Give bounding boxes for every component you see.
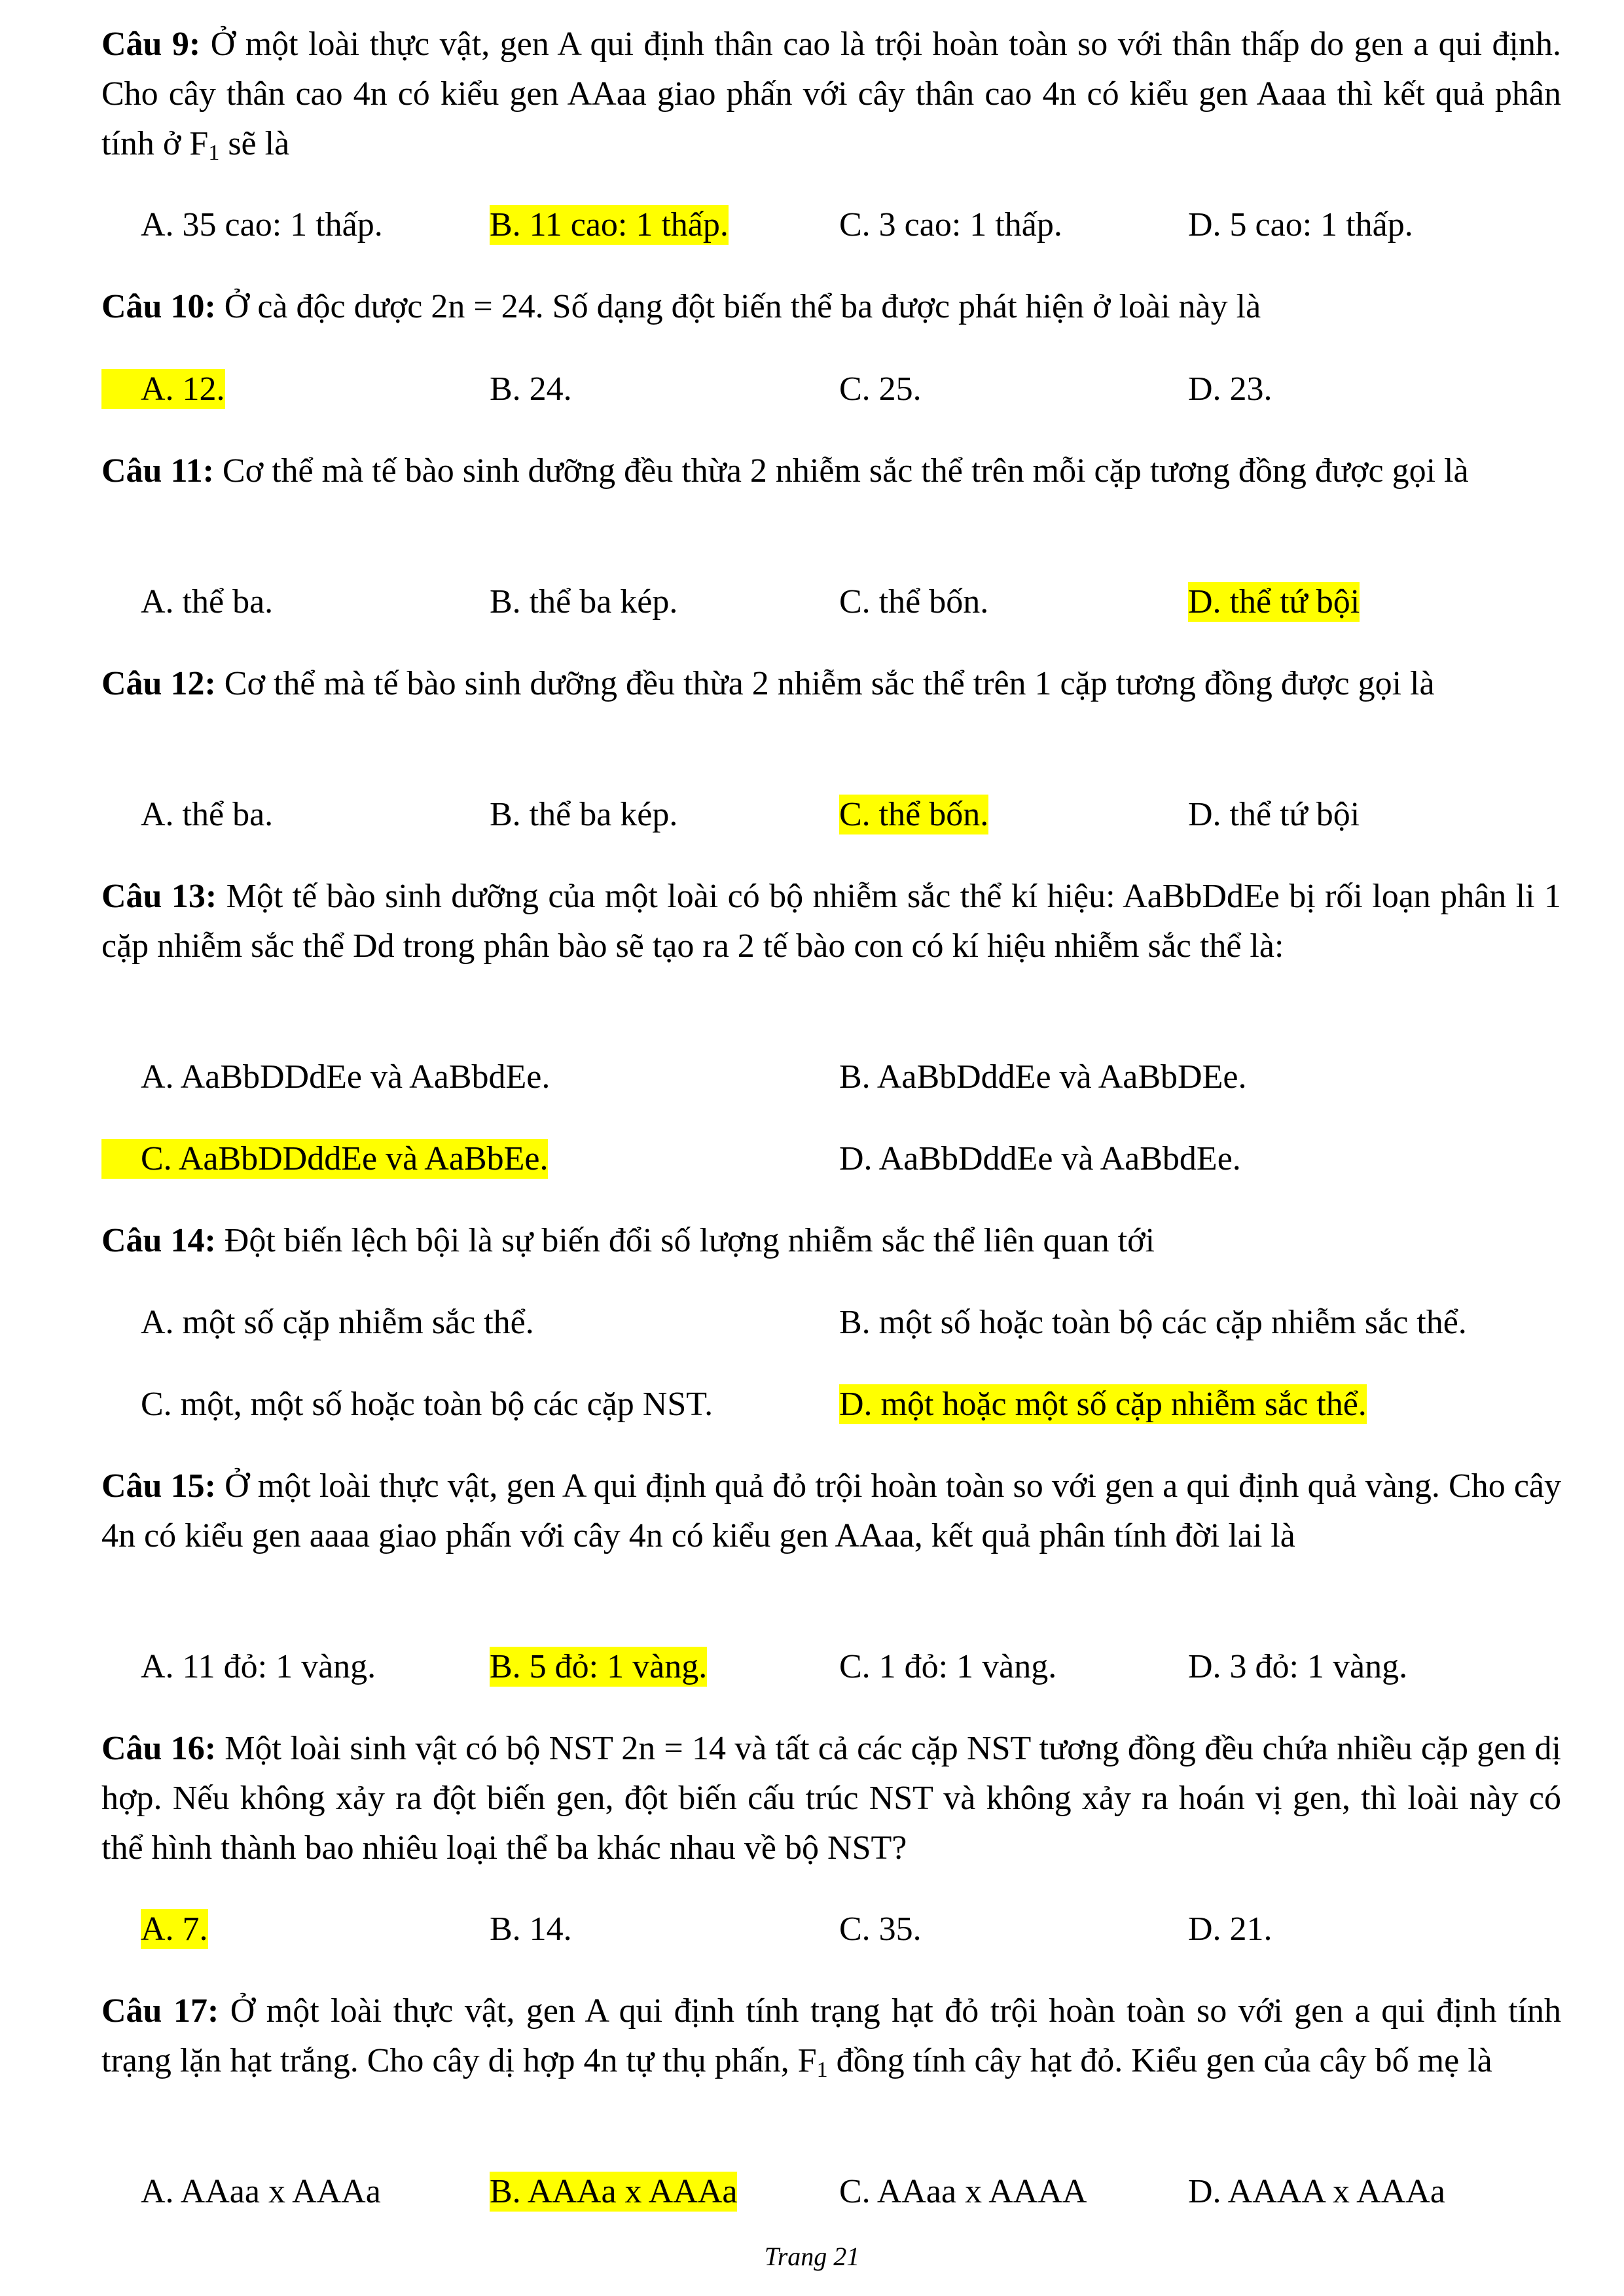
option-b: B. một số hoặc toàn bộ các cặp nhiễm sắc thể. <box>839 1304 1467 1341</box>
option-d-highlighted: D. một hoặc một số cặp nhiễm sắc thể. <box>839 1386 1367 1423</box>
option-b-highlighted: B. AAAa x AAAa <box>490 2173 738 2210</box>
question-number: Câu 14: <box>101 1222 216 1259</box>
option-c: C. 25. <box>839 370 922 408</box>
question-text: Đột biến lệch bội là sự biến đổi số lượng nhiễm sắc thể liên quan tới <box>224 1222 1155 1259</box>
question-text: Cơ thể mà tế bào sinh dưỡng đều thừa 2 nhiễm sắc thể trên 1 cặp tương đồng được gọi là <box>224 665 1435 702</box>
option-c-highlighted: C. thể bốn. <box>839 796 989 833</box>
question-text: Một tế bào sinh dưỡng của một loài có bộ nhiễm sắc thể kí hiệu: AaBbDdEe bị rối loạn phân li 1 cặp nhiễm sắc thể Dd trong phân bào sẽ tạo ra 2 tế bào con có kí hiệu nhiễm sắc thể là: <box>101 878 1561 965</box>
option-d: D. AAAA x AAAa <box>1188 2173 1445 2210</box>
option-a-highlighted: A. 7. <box>141 1910 208 1948</box>
option-b: B. thể ba kép. <box>490 583 678 620</box>
option-a: A. AaBbDDdEe và AaBbdEe. <box>141 1058 550 1096</box>
option-c: C. 1 đỏ: 1 vàng. <box>839 1648 1057 1685</box>
option-b: B. 14. <box>490 1910 572 1948</box>
option-d: D. thể tứ bội <box>1188 796 1360 833</box>
option-b: B. 24. <box>490 370 572 408</box>
question-13 <box>101 872 1561 971</box>
option-c: C. AAaa x AAAA <box>839 2173 1087 2210</box>
subscript: 1 <box>208 141 220 165</box>
option-c-highlighted: C. AaBbDDddEe và AaBbEe. <box>101 1139 548 1179</box>
question-number: Câu 12: <box>101 665 216 702</box>
question-text: Ở một loài thực vật, gen A qui định quả đỏ trội hoàn toàn so với gen a qui định quả vàng. Cho cây 4n có kiểu gen aaaa giao phấn với cây 4n có kiểu gen AAaa, kết quả phân tính đời lai là <box>101 1467 1562 1554</box>
question-number: Câu 11: <box>101 452 214 490</box>
option-b: B. AaBbDddEe và AaBbDEe. <box>839 1058 1247 1096</box>
subscript: 1 <box>816 2058 828 2082</box>
option-d: D. AaBbDddEe và AaBbdEe. <box>839 1140 1241 1177</box>
question-17 <box>101 1986 1561 2095</box>
question-number: Câu 16: <box>101 1730 217 1767</box>
question-text: Ở cà độc dược 2n = 24. Số dạng đột biến thể ba được phát hiện ở loài này là <box>224 288 1261 325</box>
question-10 <box>101 282 1561 332</box>
option-d: D. 23. <box>1188 370 1272 408</box>
option-c: C. 35. <box>839 1910 922 1948</box>
question-number: Câu 15: <box>101 1467 216 1505</box>
question-16 <box>101 1724 1561 1873</box>
option-b: B. thể ba kép. <box>490 796 678 833</box>
option-a-highlighted: A. 12. <box>101 369 225 409</box>
question-text: Ở một loài thực vật, gen A qui định tính trạng hạt đỏ trội hoàn toàn so với gen a qui định tính trạng lặn hạt trắng. Cho cây dị hợp 4n tự thụ phấn, F <box>101 1992 1561 2079</box>
option-d: D. 3 đỏ: 1 vàng. <box>1188 1648 1408 1685</box>
question-text: Ở một loài thực vật, gen A qui định thân cao là trội hoàn toàn so với thân thấp do gen a qui định. Cho cây thân cao 4n có kiểu gen AAaa giao phấn với cây thân cao 4n có kiểu gen Aaaa thì kết quả phân tính ở F <box>101 26 1562 162</box>
question-number: Câu 13: <box>101 878 217 915</box>
question-11 <box>101 446 1561 496</box>
option-a: A. 11 đỏ: 1 vàng. <box>141 1648 376 1685</box>
option-c: C. một, một số hoặc toàn bộ các cặp NST. <box>141 1386 713 1423</box>
question-number: Câu 10: <box>101 288 216 325</box>
question-text-tail: đồng tính cây hạt đỏ. Kiểu gen của cây bố mẹ là <box>827 2042 1492 2079</box>
question-text: Cơ thể mà tế bào sinh dưỡng đều thừa 2 nhiễm sắc thể trên mỗi cặp tương đồng được gọi là <box>222 452 1469 490</box>
option-c: C. 3 cao: 1 thấp. <box>839 206 1062 243</box>
option-a: A. thể ba. <box>141 583 274 620</box>
option-b-highlighted: B. 5 đỏ: 1 vàng. <box>490 1648 708 1685</box>
option-d: D. 5 cao: 1 thấp. <box>1188 206 1413 243</box>
option-d: D. 21. <box>1188 1910 1272 1948</box>
question-number: Câu 17: <box>101 1992 219 2030</box>
question-text: Một loài sinh vật có bộ NST 2n = 14 và tất cả các cặp NST tương đồng đều chứa nhiều cặp gen dị hợp. Nếu không xảy ra đột biến gen, đột biến cấu trúc NST và không xảy ra hoán vị gen, thì loài này có thể hình thành bao nhiêu loại thể ba khác nhau về bộ NST? <box>101 1730 1561 1867</box>
option-b-highlighted: B. 11 cao: 1 thấp. <box>490 206 729 243</box>
option-a: A. thể ba. <box>141 796 274 833</box>
question-15 <box>101 1462 1561 1561</box>
question-9 <box>101 20 1561 178</box>
question-14 <box>101 1216 1561 1266</box>
page-footer: Trang 21 <box>764 2242 860 2271</box>
option-c: C. thể bốn. <box>839 583 989 620</box>
question-text-tail: sẽ là <box>219 125 290 162</box>
option-a: A. AAaa x AAAa <box>141 2173 381 2210</box>
option-a: A. 35 cao: 1 thấp. <box>141 206 383 243</box>
option-a: A. một số cặp nhiễm sắc thể. <box>141 1304 534 1341</box>
option-d-highlighted: D. thể tứ bội <box>1188 583 1360 620</box>
question-12 <box>101 659 1561 709</box>
question-number: Câu 9: <box>101 26 201 63</box>
